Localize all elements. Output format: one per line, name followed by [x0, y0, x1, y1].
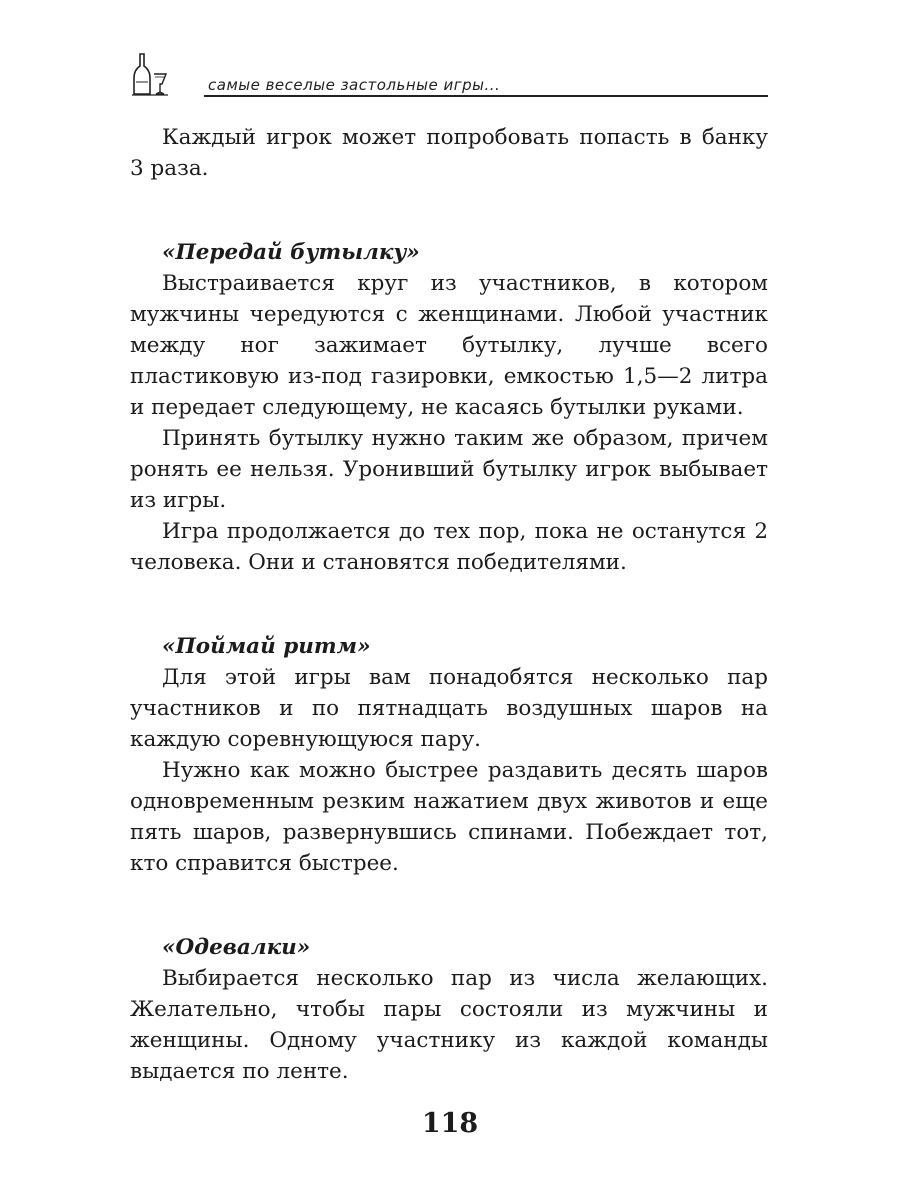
section-title-dressing: «Одевалки» — [162, 935, 311, 960]
intro-paragraph: Каждый игрок может попробовать попасть в банку 3 раза. — [130, 125, 768, 181]
page-content — [130, 122, 768, 1087]
page-number: 118 — [421, 1108, 479, 1139]
section-gap — [130, 879, 768, 932]
bottle-and-glass-icon — [130, 50, 170, 100]
catch-rhythm-paragraph-1: Для этой игры вам понадобятся несколько пар участников и по пятнадцать воздушных шаров на каждую соревнующуюся пару. — [130, 665, 768, 752]
section-title-pass-bottle: «Передай бутылку» — [162, 240, 420, 265]
dressing-paragraph-1: Выбирается несколько пар из числа желающих. Желательно, чтобы пары состояли из мужчины и женщины. Одному участнику из каждой команды выдается по ленте. — [130, 966, 768, 1084]
catch-rhythm-paragraph-2: Нужно как можно быстрее раздавить десять шаров одновременным резким нажатием двух животов и еще пять шаров, развернувшись спинами. Побеждает тот, кто справится быстрее. — [130, 758, 768, 876]
section-title-catch-rhythm: «Поймай ритм» — [162, 634, 371, 659]
section-gap — [130, 184, 768, 237]
section-gap — [130, 578, 768, 631]
header-rule — [204, 95, 768, 97]
pass-bottle-paragraph-1: Выстраивается круг из участников, в котором мужчины чередуются с женщинами. Любой участник между ног зажимает бутылку, лучше всего пластиковую из-под газировки, емкостью 1,5—2 литра и передает следующему, не касаясь бутылки руками. — [130, 271, 768, 420]
running-header-title: самые веселые застольные игры... — [208, 76, 501, 94]
running-header — [130, 50, 770, 100]
pass-bottle-paragraph-3: Игра продолжается до тех пор, пока не останутся 2 человека. Они и становятся победителями. — [130, 519, 768, 575]
pass-bottle-paragraph-2: Принять бутылку нужно таким же образом, причем ронять ее нельзя. Уронивший бутылку игрок выбывает из игры. — [130, 426, 768, 513]
